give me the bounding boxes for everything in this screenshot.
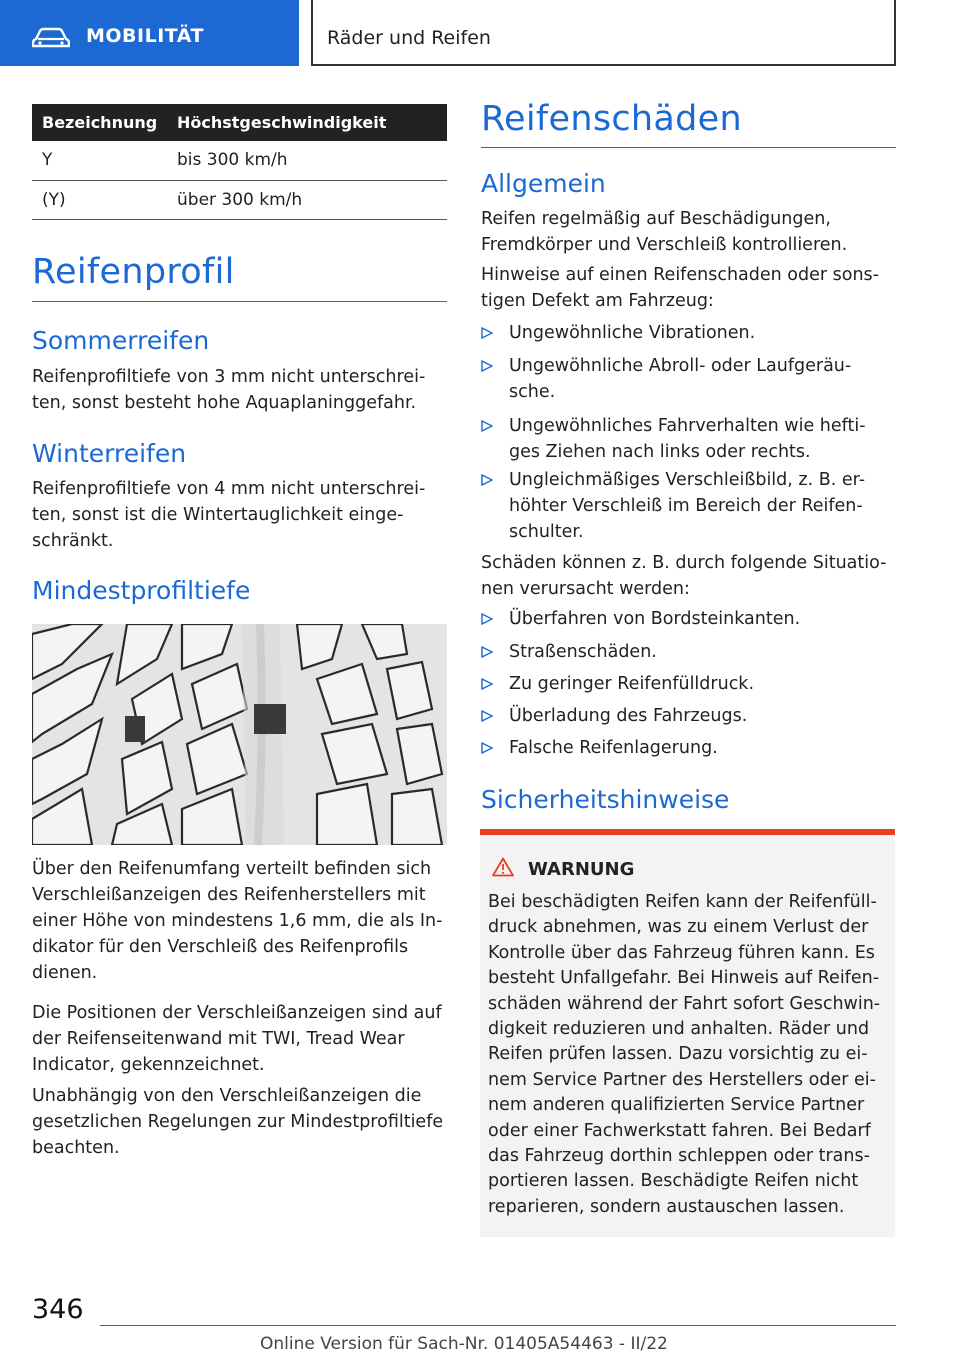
- list-item: [481, 606, 896, 632]
- chapter-title: Räder und Reifen: [327, 27, 491, 49]
- table-header-designation: Bezeichnung: [32, 104, 173, 141]
- car-icon: [32, 27, 70, 49]
- section-header: [0, 0, 299, 66]
- winter-text: Reifenprofiltiefe von 4 mm nicht unterschrei-ten, sonst ist die Wintertauglichkeit einge-schränkt.: [32, 479, 426, 551]
- tread-wear-indicator-image: [32, 624, 447, 845]
- list-item: [481, 703, 896, 729]
- list-item: [481, 639, 896, 665]
- list-item: [481, 735, 896, 761]
- legal-text: Unabhängig von den Verschleißanzeigen die gesetzlichen Regelungen zur Mindestprofiltiefe beachten.: [32, 1086, 444, 1158]
- table-cell-designation: Y: [32, 141, 173, 180]
- twi-text: Die Positionen der Verschleißanzeigen sind auf der Reifenseitenwand mit TWI, Tread Wear Indicator, gekennzeichnet.: [32, 1003, 442, 1075]
- list-item-text: Ungewöhnliche Vibrationen.: [509, 323, 756, 343]
- bullet-triangle-icon: [481, 710, 493, 722]
- list-item: [481, 413, 896, 465]
- bullet-triangle-icon: [481, 420, 493, 432]
- footer-rule: [100, 1325, 896, 1326]
- list-item: [481, 320, 896, 346]
- table-cell-speed: bis 300 km/h: [173, 141, 447, 180]
- list-item: [481, 353, 896, 405]
- bullet-triangle-icon: [481, 360, 493, 372]
- section-title: MOBILITÄT: [86, 25, 204, 47]
- heading-reifenprofil: Reifenprofil: [32, 252, 235, 292]
- heading-summer-tires: Sommerreifen: [32, 326, 210, 355]
- list-item-text: Straßenschäden.: [509, 642, 657, 662]
- bullet-triangle-icon: [481, 646, 493, 658]
- footer-online-version: Online Version für Sach-Nr. 01405A54463 - II/22: [260, 1334, 668, 1354]
- chapter-header: [311, 0, 896, 66]
- summer-text: Reifenprofiltiefe von 3 mm nicht unterschrei-ten, sonst besteht hohe Aquaplaninggefahr.: [32, 367, 426, 413]
- list-item-text: Ungleichmäßiges Verschleißbild, z. B. er-höhter Verschleiß im Bereich der Reifen-schulter.: [509, 470, 866, 542]
- warning-triangle-icon: [492, 857, 514, 877]
- heading-rule: [32, 301, 447, 302]
- speed-rating-table: [32, 104, 447, 220]
- heading-min-tread-depth: Mindestprofiltiefe: [32, 576, 251, 605]
- list-item: [481, 671, 896, 697]
- list-item-text: Ungewöhnliches Fahrverhalten wie hefti-ges Ziehen nach links oder rechts.: [509, 416, 866, 462]
- page-number: 346: [32, 1294, 84, 1325]
- heading-general: Allgemein: [481, 169, 606, 198]
- causes-intro: Schäden können z. B. durch folgende Situatio-nen verursacht werden:: [481, 553, 887, 599]
- table-cell-speed: über 300 km/h: [173, 180, 447, 219]
- list-item-text: Überfahren von Bordsteinkanten.: [509, 609, 801, 629]
- table-header-max-speed: Höchstgeschwindigkeit: [173, 104, 447, 141]
- bullet-triangle-icon: [481, 613, 493, 625]
- defect-intro: Hinweise auf einen Reifenschaden oder sons-tigen Defekt am Fahrzeug:: [481, 265, 879, 311]
- heading-safety-notes: Sicherheitshinweise: [481, 785, 730, 814]
- list-item-text: Falsche Reifenlagerung.: [509, 738, 718, 758]
- list-item: [481, 467, 896, 545]
- bullet-triangle-icon: [481, 742, 493, 754]
- table-cell-designation: (Y): [32, 180, 173, 219]
- heading-tire-damage: Reifenschäden: [481, 99, 742, 139]
- list-item-text: Überladung des Fahrzeugs.: [509, 706, 748, 726]
- wear-indicator-text: Über den Reifenumfang verteilt befinden sich Verschleißanzeigen des Reifenherstellers mit einer Höhe von mindestens 1,6 mm, die als In-dikator für den Verschleiß des Reifenprofils dienen.: [32, 859, 443, 983]
- heading-rule: [481, 147, 896, 148]
- list-item-text: Zu geringer Reifenfülldruck.: [509, 674, 755, 694]
- bullet-triangle-icon: [481, 678, 493, 690]
- table-row: [32, 141, 447, 180]
- table-header-row: [32, 104, 447, 141]
- general-text: Reifen regelmäßig auf Beschädigungen, Fremdkörper und Verschleiß kontrollieren.: [481, 209, 848, 255]
- bullet-triangle-icon: [481, 327, 493, 339]
- bullet-triangle-icon: [481, 474, 493, 486]
- table-row: [32, 180, 447, 219]
- warning-text: Bei beschädigten Reifen kann der Reifenfüll-druck abnehmen, was zu einem Verlust der Kontrolle über das Fahrzeug führen kann. Es besteht Unfallgefahr. Bei Hinweis auf Reifen-schäden während der Fahrt sofort Geschwin-digkeit reduzieren und anhalten. Räder und Reifen prüfen lassen. Dazu vorsichtig zu ei-nem Service Partner des Herstellers oder ei-nem anderen qualifizierten Service Partner oder einer Fachwerkstatt fahren. Bei Bedarf das Fahrzeug dorthin schleppen oder trans-portieren lassen. Beschädigte Reifen nicht reparieren, sondern austauschen lassen.: [488, 892, 881, 1217]
- warning-title: WARNUNG: [528, 859, 635, 880]
- heading-winter-tires: Winterreifen: [32, 439, 187, 468]
- warning-box: [480, 829, 895, 1237]
- list-item-text: Ungewöhnliche Abroll- oder Laufgeräu-sche.: [509, 356, 852, 402]
